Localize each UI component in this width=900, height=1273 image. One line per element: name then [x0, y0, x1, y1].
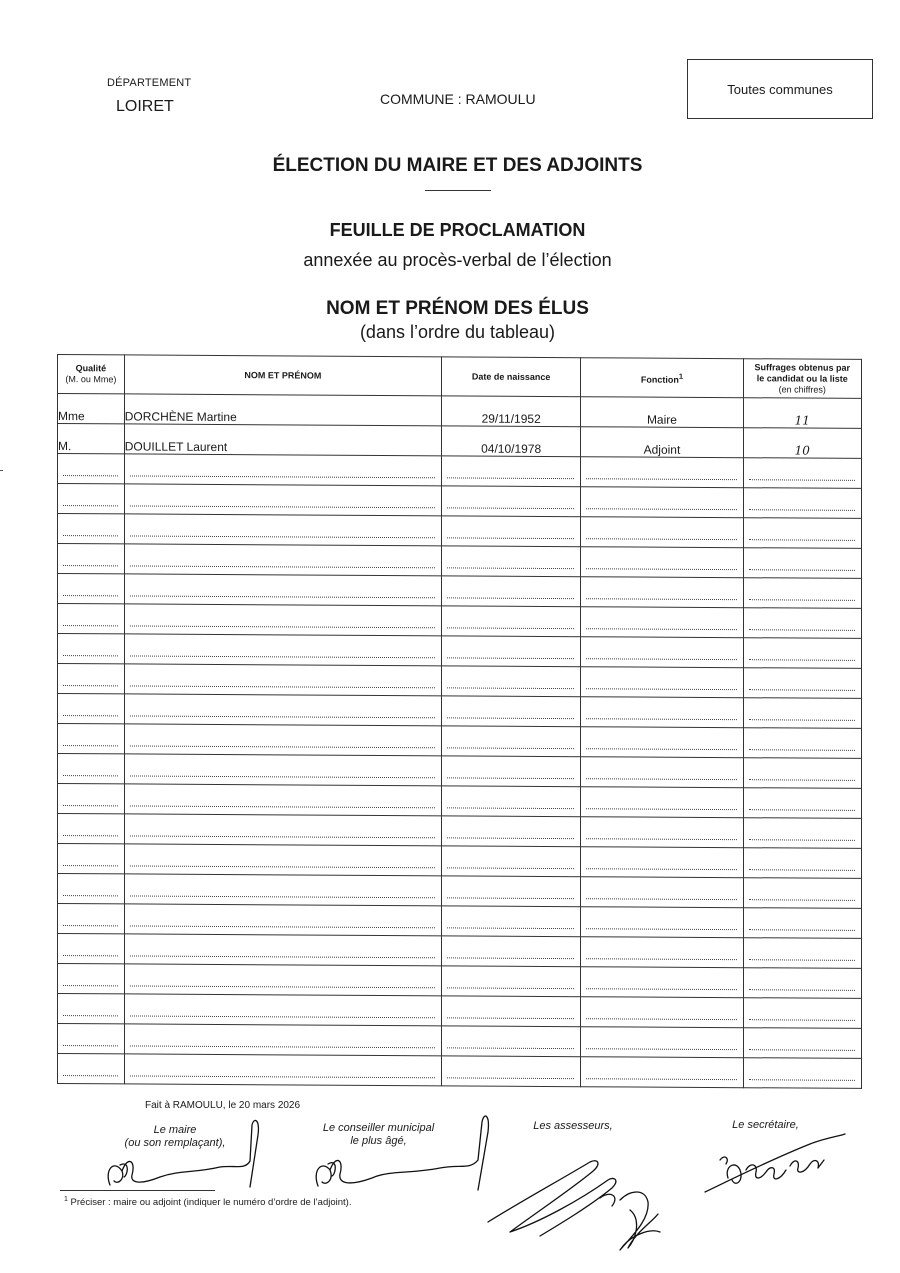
scan-edge-mark: [0, 470, 3, 471]
row-qualite-empty: [58, 634, 125, 664]
row-date-empty: [441, 846, 580, 877]
row-nom-empty: [124, 904, 441, 936]
dotted-placeholder: [749, 958, 855, 961]
row-suffrages-empty: [743, 1028, 861, 1059]
dotted-placeholder: [586, 1047, 736, 1050]
dotted-placeholder: [63, 774, 118, 776]
signature-label-secretaire: Le secrétaire,: [732, 1119, 799, 1131]
row-fonction-empty: [581, 1057, 743, 1088]
table-row-empty: [58, 694, 862, 729]
dotted-placeholder: [586, 747, 736, 750]
departement-label: DÉPARTEMENT: [107, 77, 192, 89]
dotted-placeholder: [749, 658, 855, 661]
footnote-divider: [60, 1190, 215, 1191]
row-qualite-empty: [58, 484, 125, 514]
row-fonction-empty: [581, 787, 743, 818]
row-qualite: Mme: [58, 394, 125, 424]
row-qualite: M.: [58, 424, 125, 454]
table-row-empty: [58, 1054, 862, 1089]
dotted-placeholder: [749, 748, 855, 751]
row-qualite-empty: [58, 454, 125, 484]
row-suffrages-empty: [743, 758, 861, 789]
row-fonction-empty: [581, 967, 743, 998]
row-fonction-empty: [581, 667, 743, 698]
table-row-empty: [58, 574, 862, 609]
dotted-placeholder: [130, 774, 435, 778]
row-date-empty: [441, 1056, 580, 1087]
dotted-placeholder: [63, 564, 118, 566]
dotted-placeholder: [130, 744, 435, 748]
row-fonction-empty: [581, 577, 743, 608]
row-suffrages-empty: [743, 908, 861, 939]
table-row-empty: [58, 964, 862, 999]
row-date-empty: [441, 696, 580, 727]
header-fonction-label: Fonction: [640, 374, 679, 385]
row-date-empty: [441, 666, 580, 697]
row-suffrages-empty: [743, 578, 861, 609]
table-row-empty: [58, 604, 862, 639]
elected-officials-table: [57, 354, 862, 1089]
dotted-placeholder: [447, 926, 574, 929]
row-fonction-empty: [581, 997, 743, 1028]
dotted-placeholder: [130, 474, 435, 478]
dotted-placeholder: [63, 924, 118, 926]
row-qualite-empty: [58, 574, 125, 604]
row-suffrages: 10: [743, 428, 861, 459]
dotted-placeholder: [130, 564, 435, 568]
row-date-empty: [441, 786, 580, 817]
row-fonction-empty: [581, 817, 743, 848]
row-suffrages-empty: [743, 848, 861, 879]
row-qualite-empty: [58, 664, 125, 694]
row-nom-empty: [124, 844, 441, 876]
dotted-placeholder: [749, 598, 855, 601]
dotted-placeholder: [63, 1044, 118, 1046]
scope-box: [687, 59, 873, 119]
table-header-row: [58, 355, 862, 399]
dotted-placeholder: [63, 1074, 118, 1076]
sheet-subtitle: annexée au procès-verbal de l’élection: [303, 250, 612, 270]
dotted-placeholder: [586, 597, 736, 600]
header-suffrages: [743, 359, 861, 399]
row-qualite-empty: [58, 1024, 125, 1054]
table-row-empty: [58, 874, 862, 909]
row-suffrages-empty: [743, 818, 861, 849]
dotted-placeholder: [447, 1046, 574, 1049]
table-row-empty: [58, 724, 862, 759]
dotted-placeholder: [749, 1018, 855, 1021]
row-nom-empty: [124, 694, 441, 726]
dotted-placeholder: [586, 537, 736, 540]
row-suffrages-empty: [743, 1058, 861, 1089]
row-date-empty: [441, 756, 580, 787]
table-row-empty: [58, 544, 862, 579]
dotted-placeholder: [447, 1016, 574, 1019]
dotted-placeholder: [447, 476, 574, 479]
dotted-placeholder: [63, 954, 118, 956]
row-suffrages: 11: [743, 398, 861, 429]
dotted-placeholder: [63, 744, 118, 746]
dotted-placeholder: [586, 897, 736, 900]
dotted-placeholder: [586, 807, 736, 810]
maire-line1: Le maire: [153, 1124, 197, 1136]
dotted-placeholder: [63, 474, 118, 476]
row-date-empty: [441, 996, 580, 1027]
dotted-placeholder: [63, 1014, 118, 1016]
dotted-placeholder: [63, 534, 118, 536]
row-fonction-empty: [581, 907, 743, 938]
table-row-empty: [58, 484, 862, 519]
dotted-placeholder: [749, 718, 855, 721]
dotted-placeholder: [749, 778, 855, 781]
dotted-placeholder: [586, 867, 736, 870]
dotted-placeholder: [586, 987, 736, 990]
row-nom-empty: [124, 874, 441, 906]
row-suffrages-empty: [743, 698, 861, 729]
row-suffrages-empty: [743, 938, 861, 969]
header-suffrages-line3: (en chiffres): [778, 383, 826, 395]
table-row: [58, 424, 862, 459]
table-row-empty: [58, 814, 862, 849]
dotted-placeholder: [586, 837, 736, 840]
row-date-empty: [441, 486, 580, 517]
dotted-placeholder: [130, 684, 435, 688]
document-title: ÉLECTION DU MAIRE ET DES ADJOINTS: [272, 155, 643, 176]
dotted-placeholder: [447, 776, 574, 779]
row-qualite-empty: [58, 604, 125, 634]
row-qualite-empty: [58, 544, 125, 574]
row-fonction-empty: [581, 877, 743, 908]
row-fonction: Adjoint: [581, 427, 743, 458]
dotted-placeholder: [749, 868, 855, 871]
row-qualite-empty: [58, 694, 125, 724]
dotted-placeholder: [586, 507, 736, 510]
dotted-placeholder: [447, 1076, 574, 1079]
dotted-placeholder: [447, 986, 574, 989]
row-date-empty: [441, 966, 580, 997]
row-nom-empty: [124, 1054, 441, 1086]
secretaire-signature: [700, 1130, 850, 1200]
row-fonction-empty: [581, 517, 743, 548]
dotted-placeholder: [447, 836, 574, 839]
dotted-placeholder: [63, 684, 118, 686]
dotted-placeholder: [586, 777, 736, 780]
row-nom-empty: [124, 994, 441, 1026]
row-nom-empty: [124, 454, 441, 486]
row-fonction-empty: [581, 727, 743, 758]
dotted-placeholder: [447, 866, 574, 869]
dotted-placeholder: [130, 864, 435, 868]
row-qualite-empty: [58, 814, 125, 844]
row-qualite-empty: [58, 844, 125, 874]
row-nom-empty: [124, 664, 441, 696]
row-nom: DOUILLET Laurent: [124, 424, 441, 456]
header-nom: NOM ET PRÉNOM: [124, 355, 441, 396]
dotted-placeholder: [749, 478, 855, 481]
row-date-empty: [441, 516, 580, 547]
table-row-empty: [58, 454, 862, 489]
header-suffrages-line1: Suffrages obtenus par: [754, 361, 851, 373]
dotted-placeholder: [130, 504, 435, 508]
dotted-placeholder: [447, 536, 574, 539]
dotted-placeholder: [586, 567, 736, 570]
row-suffrages-empty: [743, 968, 861, 999]
dotted-placeholder: [63, 864, 118, 866]
row-date-empty: [441, 936, 580, 967]
dotted-placeholder: [749, 808, 855, 811]
row-nom-empty: [124, 754, 441, 786]
header-suffrages-line2: le candidat ou la liste: [756, 372, 848, 384]
row-nom: DORCHÈNE Martine: [124, 394, 441, 426]
dotted-placeholder: [586, 717, 736, 720]
list-title: NOM ET PRÉNOM DES ÉLUS: [326, 298, 589, 319]
dotted-placeholder: [130, 624, 435, 628]
row-qualite-empty: [58, 934, 125, 964]
dotted-placeholder: [63, 804, 118, 806]
row-nom-empty: [124, 514, 441, 546]
dotted-placeholder: [63, 984, 118, 986]
row-fonction-empty: [581, 487, 743, 518]
dotted-placeholder: [447, 746, 574, 749]
table-row-empty: [58, 994, 862, 1029]
dotted-placeholder: [130, 924, 435, 928]
dotted-placeholder: [586, 657, 736, 660]
header-qualite-line2: (M. ou Mme): [65, 374, 117, 385]
dotted-placeholder: [447, 626, 574, 629]
dotted-placeholder: [130, 594, 435, 598]
dotted-placeholder: [63, 834, 118, 836]
row-suffrages-empty: [743, 998, 861, 1029]
row-date-empty: [441, 906, 580, 937]
dotted-placeholder: [586, 1077, 736, 1080]
row-date: 04/10/1978: [441, 426, 580, 457]
dotted-placeholder: [749, 1048, 855, 1051]
dotted-placeholder: [447, 506, 574, 509]
dotted-placeholder: [130, 534, 435, 538]
dotted-placeholder: [130, 714, 435, 718]
footnote-mark: 1: [64, 1196, 68, 1203]
table-row-empty: [58, 664, 862, 699]
row-nom-empty: [124, 724, 441, 756]
row-suffrages-empty: [743, 788, 861, 819]
row-qualite-empty: [58, 904, 125, 934]
table-row-empty: [58, 934, 862, 969]
row-fonction-empty: [581, 847, 743, 878]
dotted-placeholder: [447, 896, 574, 899]
dotted-placeholder: [447, 806, 574, 809]
row-date-empty: [441, 816, 580, 847]
header-fonction-note: 1: [678, 371, 684, 381]
row-suffrages-empty: [743, 548, 861, 579]
conseiller-signature: [310, 1108, 500, 1198]
dotted-placeholder: [586, 687, 736, 690]
row-nom-empty: [124, 574, 441, 606]
table-row-empty: [58, 754, 862, 789]
row-nom-empty: [124, 814, 441, 846]
conseiller-line1: Le conseiller municipal: [322, 1122, 435, 1134]
row-suffrages-empty: [743, 878, 861, 909]
row-date-empty: [441, 456, 580, 487]
sheet-title: FEUILLE DE PROCLAMATION: [329, 220, 586, 240]
dotted-placeholder: [586, 477, 736, 480]
row-suffrages-empty: [743, 458, 861, 489]
dotted-placeholder: [130, 654, 435, 658]
dotted-placeholder: [130, 1014, 435, 1018]
table-row-empty: [58, 844, 862, 879]
dotted-placeholder: [586, 957, 736, 960]
row-date-empty: [441, 546, 580, 577]
row-nom-empty: [124, 634, 441, 666]
row-date-empty: [441, 876, 580, 907]
row-qualite-empty: [58, 1054, 125, 1084]
row-suffrages-empty: [743, 638, 861, 669]
dotted-placeholder: [447, 596, 574, 599]
dotted-placeholder: [63, 654, 118, 656]
dotted-placeholder: [130, 1074, 435, 1078]
dotted-placeholder: [749, 838, 855, 841]
maire-line2: (ou son remplaçant),: [124, 1137, 226, 1149]
row-nom-empty: [124, 604, 441, 636]
dotted-placeholder: [749, 1078, 855, 1081]
row-date: 29/11/1952: [441, 396, 580, 427]
row-nom-empty: [124, 784, 441, 816]
dotted-placeholder: [447, 956, 574, 959]
row-fonction-empty: [581, 757, 743, 788]
row-suffrages-empty: [743, 668, 861, 699]
dotted-placeholder: [447, 656, 574, 659]
scope-box-label: Toutes communes: [727, 82, 833, 97]
dotted-placeholder: [130, 894, 435, 898]
footnote: [64, 1196, 351, 1208]
table-row-empty: [58, 904, 862, 939]
conseiller-line2: le plus âgé,: [350, 1135, 407, 1147]
dotted-placeholder: [63, 594, 118, 596]
dotted-placeholder: [749, 688, 855, 691]
dotted-placeholder: [447, 716, 574, 719]
dotted-placeholder: [749, 898, 855, 901]
row-nom-empty: [124, 964, 441, 996]
table-row: [58, 394, 862, 429]
row-date-empty: [441, 576, 580, 607]
dotted-placeholder: [447, 686, 574, 689]
row-fonction-empty: [581, 637, 743, 668]
row-qualite-empty: [58, 874, 125, 904]
row-date-empty: [441, 726, 580, 757]
header-qualite: [58, 355, 125, 394]
dotted-placeholder: [749, 628, 855, 631]
dotted-placeholder: [749, 988, 855, 991]
dotted-placeholder: [749, 928, 855, 931]
list-subtitle: (dans l’ordre du tableau): [359, 322, 556, 342]
row-nom-empty: [124, 544, 441, 576]
row-qualite-empty: [58, 994, 125, 1024]
row-nom-empty: [124, 484, 441, 516]
dotted-placeholder: [749, 508, 855, 511]
assesseurs-signature: [480, 1140, 680, 1260]
footnote-text: Préciser : maire ou adjoint (indiquer le numéro d’ordre de l’adjoint).: [70, 1197, 352, 1209]
header-fonction: [581, 358, 743, 398]
signature-label-assesseurs: Les assesseurs,: [533, 1120, 613, 1132]
dotted-placeholder: [749, 538, 855, 541]
dotted-placeholder: [63, 504, 118, 506]
row-suffrages-empty: [743, 728, 861, 759]
row-qualite-empty: [58, 754, 125, 784]
dotted-placeholder: [586, 1017, 736, 1020]
row-fonction-empty: [581, 607, 743, 638]
row-qualite-empty: [58, 964, 125, 994]
row-fonction-empty: [581, 547, 743, 578]
row-fonction-empty: [581, 1027, 743, 1058]
row-qualite-empty: [58, 514, 125, 544]
table-row-empty: [58, 514, 862, 549]
row-suffrages-empty: [743, 608, 861, 639]
dotted-placeholder: [63, 714, 118, 716]
table-row-empty: [58, 1024, 862, 1059]
row-fonction-empty: [581, 697, 743, 728]
dotted-placeholder: [130, 954, 435, 958]
maire-signature: [100, 1115, 280, 1195]
dotted-placeholder: [130, 1044, 435, 1048]
row-fonction-empty: [581, 937, 743, 968]
row-date-empty: [441, 636, 580, 667]
table-row-empty: [58, 784, 862, 819]
dotted-placeholder: [130, 984, 435, 988]
dotted-placeholder: [63, 894, 118, 896]
row-qualite-empty: [58, 724, 125, 754]
row-suffrages-empty: [743, 518, 861, 549]
dotted-placeholder: [586, 627, 736, 630]
row-nom-empty: [124, 1024, 441, 1056]
dotted-placeholder: [63, 624, 118, 626]
row-qualite-empty: [58, 784, 125, 814]
row-date-empty: [441, 1026, 580, 1057]
dotted-placeholder: [447, 566, 574, 569]
dotted-placeholder: [749, 568, 855, 571]
header-qualite-line1: Qualité: [75, 363, 107, 374]
header-date: Date de naissance: [441, 357, 580, 397]
place-date-line: Fait à RAMOULU, le 20 mars 2026: [145, 1100, 301, 1111]
row-fonction: Maire: [581, 397, 743, 428]
table-row-empty: [58, 634, 862, 669]
row-suffrages-empty: [743, 488, 861, 519]
row-nom-empty: [124, 934, 441, 966]
dotted-placeholder: [586, 927, 736, 930]
dotted-placeholder: [130, 804, 435, 808]
title-divider: [425, 190, 491, 191]
row-fonction-empty: [581, 457, 743, 488]
dotted-placeholder: [130, 834, 435, 838]
commune-name: COMMUNE : RAMOULU: [380, 91, 536, 107]
departement-value: LOIRET: [116, 98, 174, 115]
row-date-empty: [441, 606, 580, 637]
